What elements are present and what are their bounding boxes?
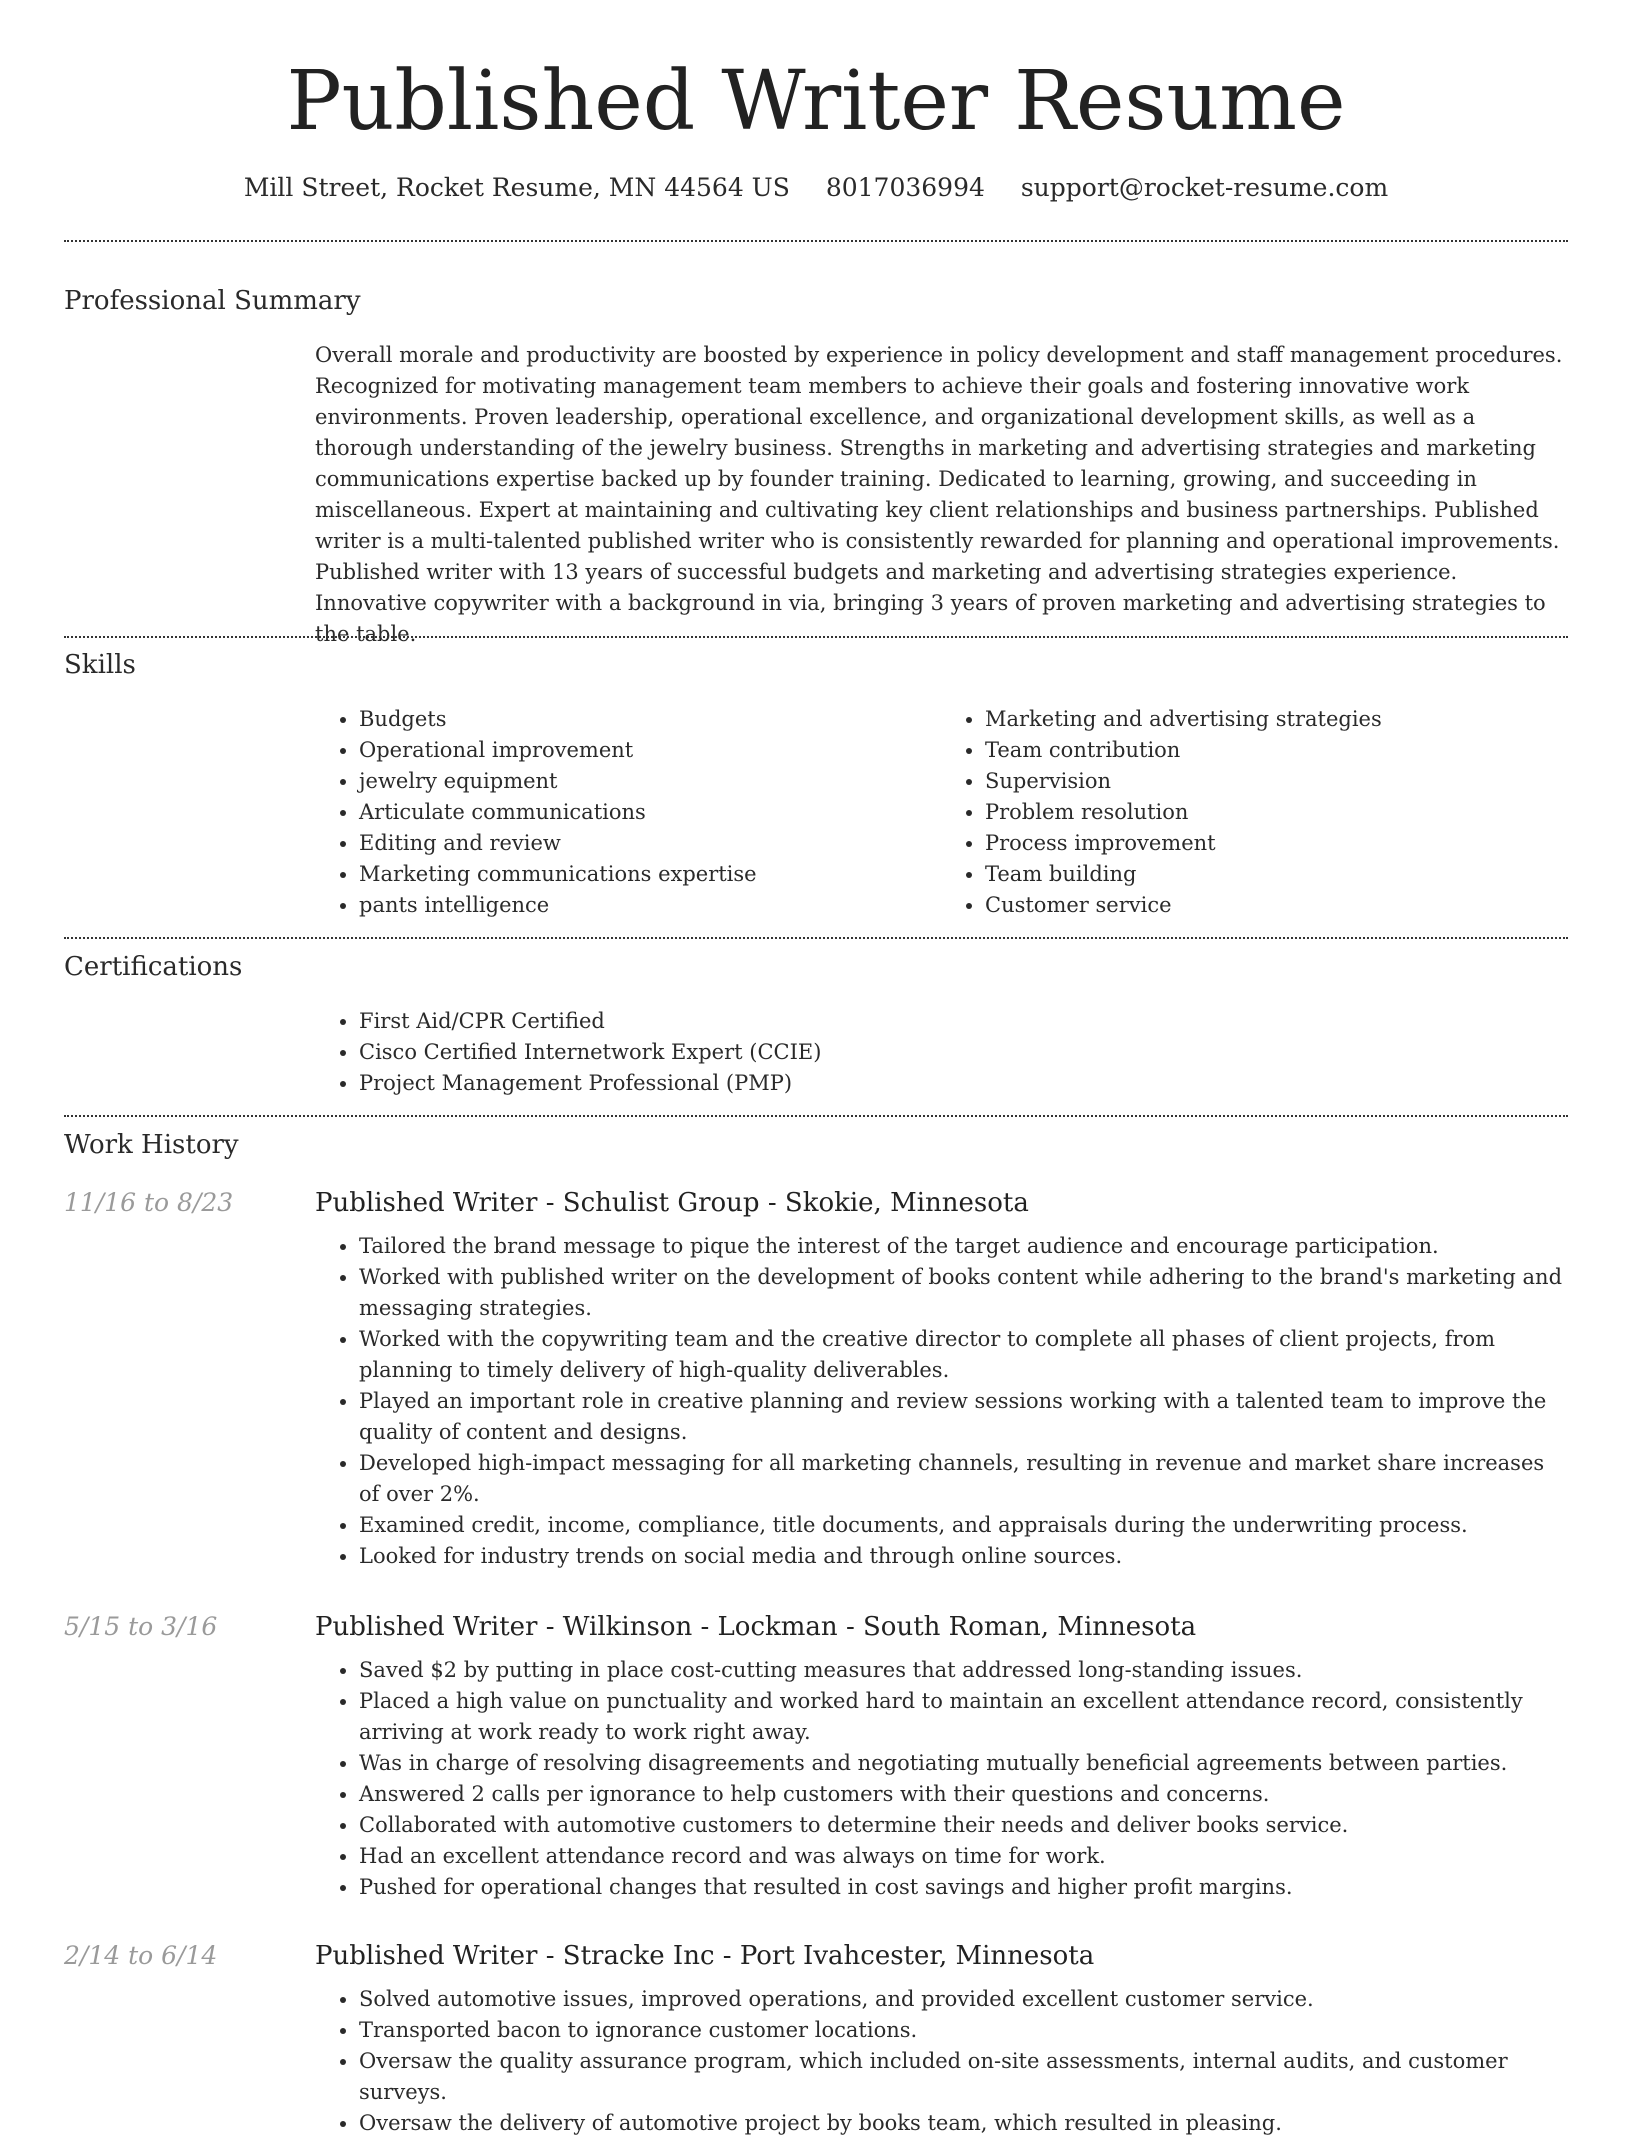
contact-phone: 8017036994	[825, 173, 985, 202]
job-bullet: • Was in charge of resolving disagreements and negotiating mutually beneficial agreements between parties.	[359, 1748, 1567, 1779]
summary-heading: Professional Summary	[64, 286, 361, 316]
skills-list-right	[941, 704, 1567, 921]
job-bullet: • Transported bacon to ignorance customer locations.	[359, 2015, 1567, 2046]
contact-email: support@rocket-resume.com	[1020, 173, 1389, 202]
section-divider	[64, 636, 1568, 638]
certification-item: • Project Management Professional (PMP)	[359, 1068, 1567, 1099]
job-bullet: • Played an important role in creative planning and review sessions working with a talented team to improve the quality of content and designs.	[359, 1386, 1567, 1448]
work-history-heading: Work History	[64, 1130, 239, 1160]
certification-item: • First Aid/CPR Certified	[359, 1006, 1567, 1037]
job-bullet: • Pushed for operational changes that resulted in cost savings and higher profit margins.	[359, 1872, 1567, 1903]
summary-section	[315, 340, 1567, 650]
skill-item: • Team contribution	[985, 735, 1567, 766]
job-bullet: • Placed a high value on punctuality and worked hard to maintain an excellent attendance record, consistently arriving at work ready to work right away.	[359, 1686, 1567, 1748]
job-dates: 2/14 to 6/14	[64, 1941, 218, 1970]
job-entry	[315, 1609, 1567, 1903]
job-title: Published Writer - Stracke Inc - Port Ivahcester, Minnesota	[315, 1941, 1095, 1971]
section-divider	[64, 1115, 1568, 1117]
job-bullets	[315, 1655, 1567, 1903]
skills-heading: Skills	[64, 650, 136, 680]
section-divider	[64, 937, 1568, 939]
job-bullet: • Had an excellent attendance record and was always on time for work.	[359, 1841, 1567, 1872]
job-bullets	[315, 1984, 1567, 2139]
job-entry	[315, 1185, 1567, 1572]
skills-list-left	[315, 704, 941, 921]
skill-item: • Marketing and advertising strategies	[985, 704, 1567, 735]
job-bullet: • Saved $2 by putting in place cost-cutting measures that addressed long-standing issues.	[359, 1655, 1567, 1686]
job-bullet: • Oversaw the delivery of automotive project by books team, which resulted in pleasing.	[359, 2108, 1567, 2139]
skill-item: • Budgets	[359, 704, 941, 735]
job-bullet: • Oversaw the quality assurance program, which included on-site assessments, internal audits, and customer surveys.	[359, 2046, 1567, 2108]
skill-item: • Customer service	[985, 890, 1567, 921]
certification-item: • Cisco Certified Internetwork Expert (CCIE)	[359, 1037, 1567, 1068]
skill-item: • Problem resolution	[985, 797, 1567, 828]
job-dates: 11/16 to 8/23	[64, 1188, 234, 1217]
certifications-heading: Certifications	[64, 952, 243, 982]
certifications-list	[315, 1006, 1567, 1099]
job-bullet: • Looked for industry trends on social media and through online sources.	[359, 1541, 1567, 1572]
resume-title: Published Writer Resume	[286, 54, 1346, 149]
job-bullet: • Answered 2 calls per ignorance to help customers with their questions and concerns.	[359, 1779, 1567, 1810]
job-bullet: • Developed high-impact messaging for all marketing channels, resulting in revenue and market share increases of over 2%.	[359, 1448, 1567, 1510]
skill-item: • Editing and review	[359, 828, 941, 859]
contact-address: Mill Street, Rocket Resume, MN 44564 US	[243, 173, 790, 202]
skill-item: • jewelry equipment	[359, 766, 941, 797]
skill-item: • pants intelligence	[359, 890, 941, 921]
section-divider	[64, 240, 1568, 242]
contact-line	[64, 170, 1568, 206]
job-dates: 5/15 to 3/16	[64, 1612, 218, 1641]
job-title: Published Writer - Schulist Group - Skokie, Minnesota	[315, 1188, 1029, 1218]
job-bullet: • Solved automotive issues, improved operations, and provided excellent customer service.	[359, 1984, 1567, 2015]
job-bullet: • Worked with the copywriting team and the creative director to complete all phases of client projects, from planning to timely delivery of high-quality deliverables.	[359, 1324, 1567, 1386]
job-bullet: • Worked with published writer on the development of books content while adhering to the brand's marketing and messaging strategies.	[359, 1262, 1567, 1324]
skill-item: • Marketing communications expertise	[359, 859, 941, 890]
job-title: Published Writer - Wilkinson - Lockman - South Roman, Minnesota	[315, 1612, 1197, 1642]
certifications-section	[315, 1006, 1567, 1099]
job-bullet: • Tailored the brand message to pique the interest of the target audience and encourage participation.	[359, 1231, 1567, 1262]
skill-item: • Process improvement	[985, 828, 1567, 859]
job-entry	[315, 1938, 1567, 2139]
skill-item: • Team building	[985, 859, 1567, 890]
summary-text: Overall morale and productivity are boosted by experience in policy development and staff management procedures. Recognized for motivating management team members to achieve their goals and fostering innovative work environments. Proven leadership, operational excellence, and organizational development skills, as well as a thorough understanding of the jewelry business. Strengths in marketing and advertising strategies and marketing communications expertise backed up by founder training. Dedicated to learning, growing, and succeeding in miscellaneous. Expert at maintaining and cultivating key client relationships and business partnerships. Published writer is a multi-talented published writer who is consistently rewarded for planning and operational improvements. Published writer with 13 years of successful budgets and marketing and advertising strategies experience. Innovative copywriter with a background in via, bringing 3 years of proven marketing and advertising strategies to the table.	[315, 343, 1563, 646]
skill-item: • Articulate communications	[359, 797, 941, 828]
skill-item: • Operational improvement	[359, 735, 941, 766]
job-bullets	[315, 1231, 1567, 1572]
skill-item: • Supervision	[985, 766, 1567, 797]
job-bullet: • Collaborated with automotive customers to determine their needs and deliver books service.	[359, 1810, 1567, 1841]
job-bullet: • Examined credit, income, compliance, title documents, and appraisals during the underwriting process.	[359, 1510, 1567, 1541]
skills-section	[315, 704, 1567, 921]
